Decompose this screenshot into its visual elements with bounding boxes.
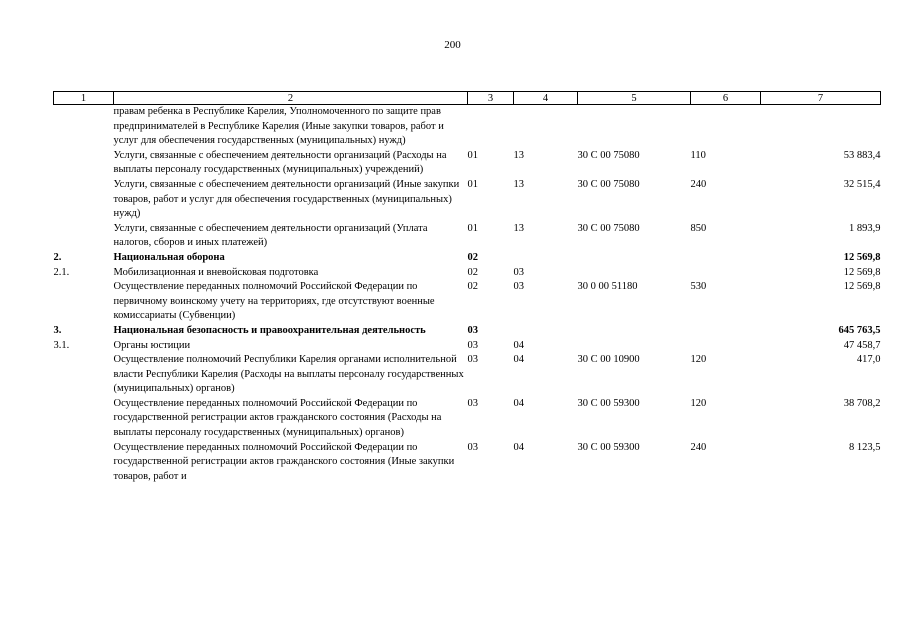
row-section-code: 03 bbox=[467, 397, 478, 409]
row-subsection-code: 04 bbox=[513, 441, 524, 453]
row-number bbox=[54, 178, 114, 222]
row-target-article bbox=[578, 339, 691, 354]
column-header-3: 3 bbox=[468, 92, 514, 105]
row-expense-type: 110 bbox=[690, 149, 706, 161]
table-row bbox=[54, 280, 881, 324]
table-row bbox=[54, 222, 881, 251]
row-number bbox=[54, 105, 114, 149]
row-amount: 645 763,5 bbox=[838, 324, 881, 336]
row-target-article bbox=[578, 251, 691, 266]
row-amount: 32 515,4 bbox=[843, 178, 881, 190]
row-amount: 12 569,8 bbox=[843, 266, 881, 278]
row-number: 3. bbox=[53, 324, 62, 336]
row-expense-type: 240 bbox=[690, 441, 707, 453]
row-subsection-code bbox=[514, 251, 578, 266]
row-section-code: 02 bbox=[467, 281, 478, 293]
row-name: Национальная оборона bbox=[113, 251, 225, 263]
row-subsection-code: 04 bbox=[513, 339, 524, 351]
row-expense-type bbox=[691, 105, 761, 149]
row-target-article: 30 С 00 59300 bbox=[577, 441, 640, 453]
row-subsection-code: 13 bbox=[513, 149, 524, 161]
row-section-code: 03 bbox=[467, 324, 478, 336]
row-target-article: 30 С 00 75080 bbox=[577, 178, 640, 190]
row-expense-type: 120 bbox=[690, 354, 707, 366]
column-header-7: 7 bbox=[761, 92, 881, 105]
row-expense-type: 120 bbox=[690, 397, 707, 409]
row-expense-type: 850 bbox=[690, 222, 707, 234]
row-name: Национальная безопасность и правоохранительная деятельность bbox=[113, 324, 426, 336]
row-section-code: 03 bbox=[467, 339, 478, 351]
row-subsection-code: 13 bbox=[513, 222, 524, 234]
row-expense-type: 530 bbox=[690, 281, 707, 293]
row-amount: 1 893,9 bbox=[849, 222, 881, 234]
row-section-code: 01 bbox=[467, 149, 478, 161]
row-expense-type bbox=[691, 339, 761, 354]
row-section-code: 01 bbox=[467, 222, 478, 234]
row-amount: 417,0 bbox=[856, 354, 881, 366]
row-subsection-code bbox=[514, 105, 578, 149]
row-number bbox=[54, 353, 114, 397]
column-header-2: 2 bbox=[114, 92, 468, 105]
row-section-code: 01 bbox=[467, 178, 478, 190]
budget-table bbox=[53, 91, 881, 484]
row-subsection-code: 04 bbox=[513, 354, 524, 366]
page-number: 200 bbox=[444, 39, 461, 51]
header-row bbox=[54, 92, 881, 105]
row-amount bbox=[761, 105, 881, 149]
row-name: Осуществление переданных полномочий Российской Федерации по государственной регистрации актов гражданского состояния (Иные закупки товаров, работ и bbox=[113, 441, 455, 482]
row-amount: 12 569,8 bbox=[843, 251, 881, 263]
column-header-5: 5 bbox=[578, 92, 691, 105]
row-expense-type bbox=[691, 266, 761, 281]
row-target-article: 30 С 00 75080 bbox=[577, 222, 640, 234]
row-subsection-code: 03 bbox=[513, 281, 524, 293]
row-number bbox=[54, 222, 114, 251]
row-amount: 53 883,4 bbox=[843, 149, 881, 161]
row-name: Осуществление полномочий Республики Карелия органами исполнительной власти Республики Карелия (Расходы на выплаты персоналу государственных (муниципальных) органов) bbox=[113, 354, 464, 395]
row-target-article bbox=[578, 105, 691, 149]
row-amount: 38 708,2 bbox=[843, 397, 881, 409]
row-subsection-code: 13 bbox=[513, 178, 524, 190]
row-amount: 12 569,8 bbox=[843, 281, 881, 293]
column-header-1: 1 bbox=[54, 92, 114, 105]
table-body bbox=[54, 105, 881, 485]
table-row bbox=[54, 149, 881, 178]
table-row bbox=[54, 353, 881, 397]
row-name: Осуществление переданных полномочий Российской Федерации по первичному воинскому учету на территориях, где отсутствуют военные комиссариаты (Субвенции) bbox=[113, 281, 435, 322]
row-subsection-code bbox=[514, 324, 578, 339]
column-header-6: 6 bbox=[691, 92, 761, 105]
table-row bbox=[54, 251, 881, 266]
row-section-code: 02 bbox=[467, 251, 478, 263]
row-name: Услуги, связанные с обеспечением деятельности организаций (Уплата налогов, сборов и иных платежей) bbox=[113, 222, 428, 249]
row-name: Услуги, связанные с обеспечением деятельности организаций (Иные закупки товаров, работ и услуг для обеспечения государственных (муниципальных) нужд) bbox=[113, 178, 460, 220]
row-number bbox=[54, 397, 114, 441]
row-amount: 8 123,5 bbox=[849, 441, 881, 453]
row-subsection-code: 03 bbox=[513, 266, 524, 278]
row-name: Осуществление переданных полномочий Российской Федерации по государственной регистрации актов гражданского состояния (Расходы на выплаты персоналу государственных (муниципальных) органов) bbox=[113, 397, 442, 439]
table-row bbox=[54, 397, 881, 441]
row-section-code: 02 bbox=[467, 266, 478, 278]
row-target-article: 30 С 00 59300 bbox=[577, 397, 640, 409]
table-row bbox=[54, 324, 881, 339]
row-target-article bbox=[578, 266, 691, 281]
row-subsection-code: 04 bbox=[513, 397, 524, 409]
row-number bbox=[54, 149, 114, 178]
row-expense-type bbox=[691, 324, 761, 339]
row-expense-type: 240 bbox=[690, 178, 707, 190]
row-number bbox=[54, 441, 114, 485]
table-row bbox=[54, 178, 881, 222]
row-target-article: 30 0 00 51180 bbox=[577, 281, 638, 293]
column-header-4: 4 bbox=[514, 92, 578, 105]
row-name: Мобилизационная и вневойсковая подготовка bbox=[113, 266, 319, 278]
row-target-article: 30 С 00 10900 bbox=[577, 354, 640, 366]
row-section-code: 03 bbox=[467, 354, 478, 366]
row-name: правам ребенка в Республике Карелия, Уполномоченного по защите прав предпринимателей в Республике Карелия (Иные закупки товаров, работ и услуг для обеспечения государственных (муниципальных) нужд) bbox=[113, 106, 444, 147]
row-target-article: 30 С 00 75080 bbox=[577, 149, 640, 161]
row-section-code: 03 bbox=[467, 441, 478, 453]
table-row bbox=[54, 441, 881, 485]
row-name: Услуги, связанные с обеспечением деятельности организаций (Расходы на выплаты персоналу государственных (муниципальных) учреждений) bbox=[113, 149, 447, 176]
row-number: 3.1. bbox=[53, 339, 70, 351]
row-name: Органы юстиции bbox=[113, 339, 191, 351]
row-number: 2. bbox=[53, 251, 62, 263]
row-number: 2.1. bbox=[53, 266, 70, 278]
row-number bbox=[54, 280, 114, 324]
row-amount: 47 458,7 bbox=[843, 339, 881, 351]
table-row bbox=[54, 266, 881, 281]
table-row bbox=[54, 105, 881, 149]
row-expense-type bbox=[691, 251, 761, 266]
row-section-code bbox=[468, 105, 514, 149]
table-row bbox=[54, 339, 881, 354]
row-target-article bbox=[578, 324, 691, 339]
